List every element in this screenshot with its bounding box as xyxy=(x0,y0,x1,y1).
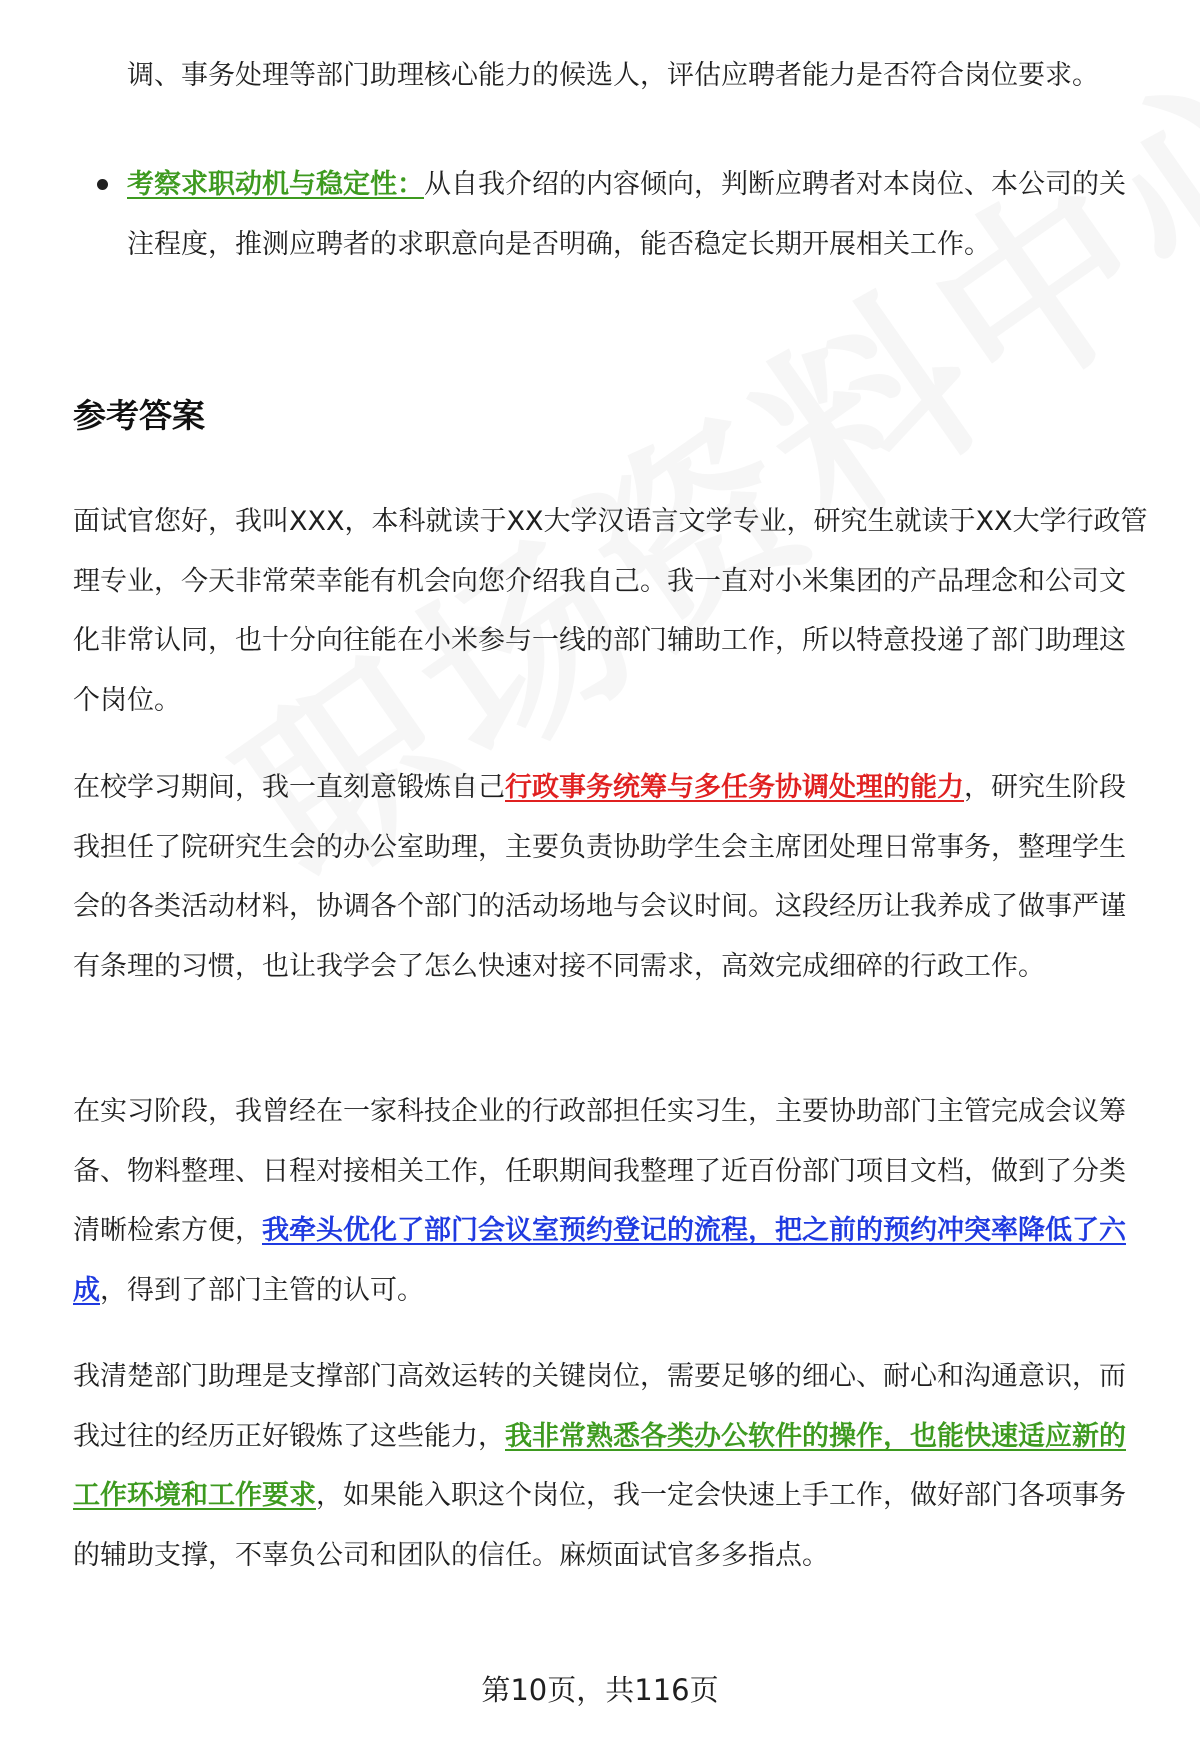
answer-paragraph-closing xyxy=(73,1347,1148,1585)
bullet-item-motivation xyxy=(127,155,1147,274)
paragraph-text: 我清楚部门助理是支撑部门高效运转的关键岗位，需要足够的细心、耐心和沟通意识，而我过往的经历正好锻炼了这些能力， xyxy=(73,1361,1126,1452)
paragraph-text: 面试官您好，我叫XXX，本科就读于XX大学汉语言文学专业，研究生就读于XX大学行政管理专业，今天非常荣幸能有机会向您介绍我自己。我一直对小米集团的产品理念和公司文化非常认同，也十分向往能在小米参与一线的部门辅助工作，所以特意投递了部门助理这个岗位。 xyxy=(73,506,1148,716)
bullet-lead: 考察求职动机与稳定性： xyxy=(127,169,424,200)
bullet-text: 调、事务处理等部门助理核心能力的候选人，评估应聘者能力是否符合岗位要求。 xyxy=(127,60,1099,91)
answer-paragraph-school xyxy=(73,758,1148,996)
paragraph-text: ，如果能入职这个岗位，我一定会快速上手工作，做好部门各项事务的辅助支撑，不辜负公司和团队的信任。麻烦面试官多多指点。 xyxy=(73,1480,1126,1571)
highlight-blue: 我牵头优化了部门会议室预约登记的流程，把之前的预约冲突率降低了六成 xyxy=(73,1215,1126,1306)
answer-paragraph-internship xyxy=(73,1082,1148,1320)
bullet-item-continuation xyxy=(127,46,1147,106)
highlight-green: 我非常熟悉各类办公软件的操作，也能快速适应新的工作环境和工作要求 xyxy=(73,1420,1126,1511)
highlight-red: 行政事务统筹与多任务协调处理的能力 xyxy=(505,772,964,803)
page-number: 第10页，共116页 xyxy=(481,1673,719,1707)
paragraph-text: 在校学习期间，我一直刻意锻炼自己 xyxy=(73,772,505,803)
paragraph-text: 在实习阶段，我曾经在一家科技企业的行政部担任实习生，主要协助部门主管完成会议筹备、物料整理、日程对接相关工作，任职期间我整理了近百份部门项目文档，做到了分类清晰检索方便， xyxy=(73,1096,1126,1246)
bullet-dot-icon xyxy=(97,179,108,190)
section-title: 参考答案 xyxy=(73,396,205,435)
bullet-text: 从自我介绍的内容倾向，判断应聘者对本岗位、本公司的关注程度，推测应聘者的求职意向是否明确，能否稳定长期开展相关工作。 xyxy=(127,169,1126,260)
paragraph-text: ，研究生阶段我担任了院研究生会的办公室助理，主要负责协助学生会主席团处理日常事务，整理学生会的各类活动材料，协调各个部门的活动场地与会议时间。这段经历让我养成了做事严谨有条理的习惯，也让我学会了怎么快速对接不同需求，高效完成细碎的行政工作。 xyxy=(73,772,1126,982)
paragraph-text: ，得到了部门主管的认可。 xyxy=(100,1274,424,1306)
answer-paragraph-intro xyxy=(73,492,1148,730)
